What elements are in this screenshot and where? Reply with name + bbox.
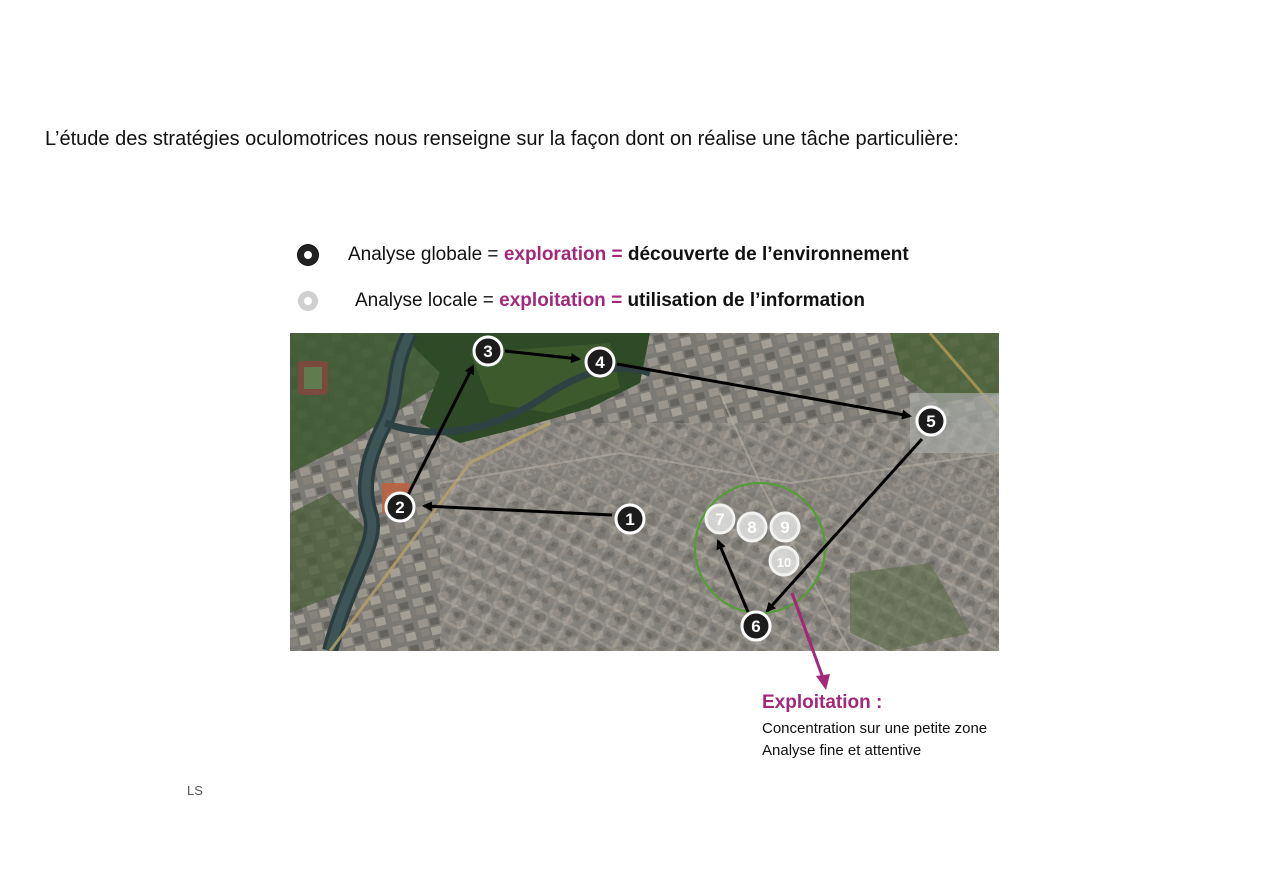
legend-local-keyword: exploitation = — [499, 290, 623, 311]
svg-text:6: 6 — [751, 617, 761, 636]
legend-global — [298, 244, 909, 266]
fixation-9 — [771, 513, 799, 541]
svg-text:8: 8 — [747, 518, 757, 537]
fixation-5 — [917, 407, 945, 435]
fixation-2 — [386, 493, 414, 521]
svg-text:1: 1 — [625, 510, 635, 529]
svg-text:3: 3 — [483, 342, 493, 361]
fixation-4 — [586, 348, 614, 376]
aerial-map — [290, 333, 999, 651]
callout-title: Exploitation : — [762, 692, 883, 713]
fixation-1 — [616, 505, 644, 533]
legend-global-keyword: exploration = — [503, 244, 623, 265]
fixation-7 — [706, 505, 734, 533]
legend-global-prefix: Analyse globale = — [348, 244, 504, 265]
dark-circle-icon — [298, 245, 318, 265]
legend-local — [298, 290, 865, 312]
footer-initials: LS — [187, 783, 203, 798]
svg-text:4: 4 — [595, 353, 605, 372]
exploitation-pointer-arrow — [790, 590, 850, 700]
legend-global-description: découverte de l’environnement — [627, 244, 909, 265]
fixation-10 — [770, 547, 798, 575]
svg-text:7: 7 — [715, 510, 725, 529]
fixation-8 — [738, 513, 766, 541]
fixation-6 — [742, 612, 770, 640]
svg-text:10: 10 — [776, 555, 792, 570]
callout-line-2: Analyse fine et attentive — [762, 742, 922, 759]
legend-local-prefix: Analyse locale = — [355, 290, 500, 311]
svg-text:9: 9 — [780, 518, 790, 537]
exploitation-callout — [762, 692, 987, 762]
svg-text:2: 2 — [395, 498, 405, 517]
intro-text: L’étude des stratégies oculomotrices nous renseigne sur la façon dont on réalise une tâche particulière: — [45, 128, 959, 150]
callout-line-1: Concentration sur une petite zone — [762, 720, 988, 737]
light-circle-icon — [298, 291, 318, 311]
fixation-3 — [474, 337, 502, 365]
legend-local-description: utilisation de l’information — [627, 290, 865, 311]
svg-text:5: 5 — [926, 412, 936, 431]
